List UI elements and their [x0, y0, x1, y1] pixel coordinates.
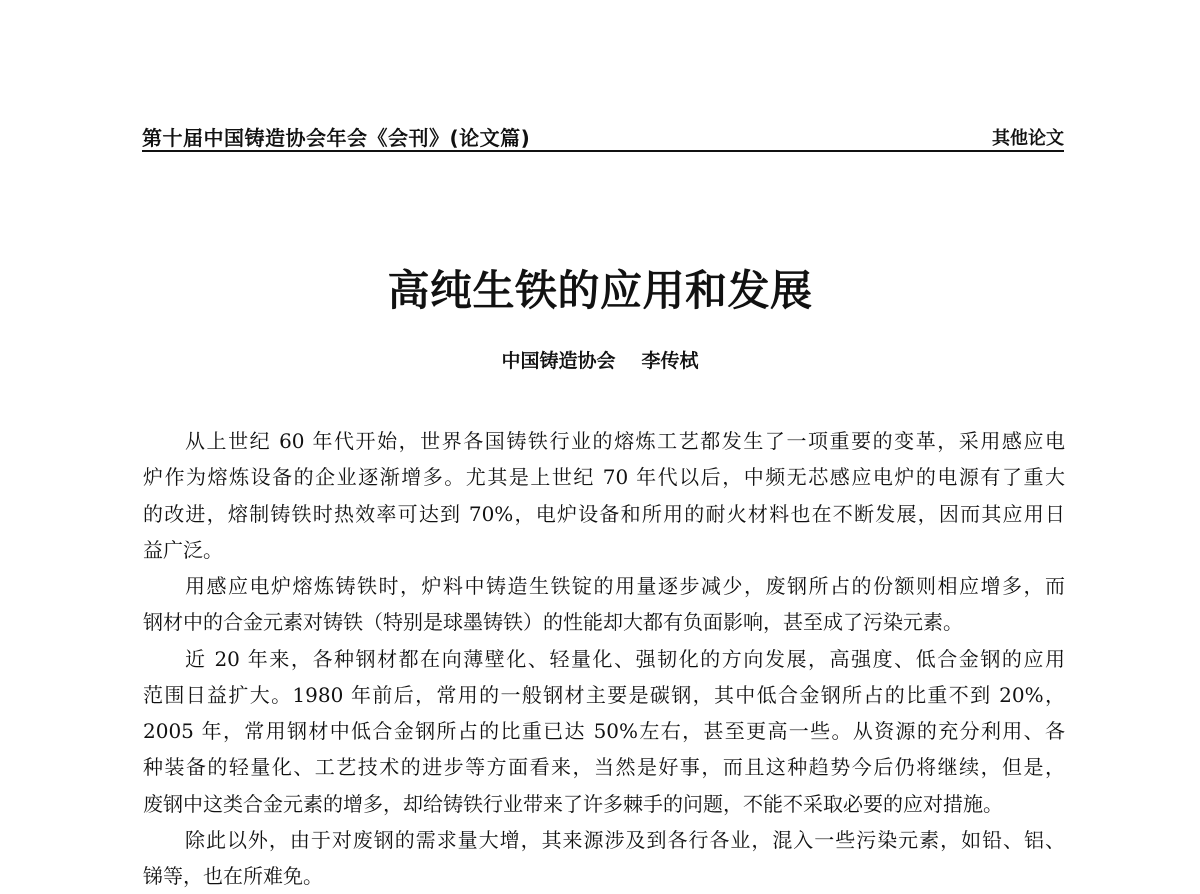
article-title: 高纯生铁的应用和发展 — [387, 266, 813, 315]
text-line: 除此以外，由于对废钢的需求量大增，其来源涉及到各行各业，混入一些污染元素，如铅、铝、 — [185, 827, 1065, 852]
text-line: 钢材中的合金元素对铸铁（特别是球墨铸铁）的性能却大都有负面影响，甚至成了污染元素。 — [143, 610, 963, 635]
text-line: 的改进，熔制铸铁时热效率可达到 70%，电炉设备和所用的耐火材料也在不断发展，因而其应用日 — [143, 501, 1065, 526]
author-name: 李传栻 — [641, 350, 699, 372]
text-line: 范围日益扩大。1980 年前后，常用的一般钢材主要是碳钢，其中低合金钢所占的比重不到 20%， — [143, 682, 1065, 707]
paragraph — [143, 822, 1065, 894]
paragraph — [143, 641, 1065, 822]
paragraph — [143, 423, 1065, 568]
section-label: 其他论文 — [992, 128, 1064, 149]
text-line: 益广泛。 — [143, 537, 223, 562]
article-body — [143, 423, 1065, 894]
text-line: 用感应电炉熔炼铸铁时，炉料中铸造生铁锭的用量逐步减少，废钢所占的份额则相应增多，而 — [185, 574, 1065, 598]
text-line: 近 20 年来，各种钢材都在向薄壁化、轻量化、强韧化的方向发展，高强度、低合金钢的应用 — [185, 646, 1065, 671]
text-line: 种装备的轻量化、工艺技术的进步等方面看来，当然是好事，而且这种趋势今后仍将继续，但是， — [143, 755, 1065, 780]
journal-title: 第十届中国铸造协会年会《会刊》(论文篇) — [142, 126, 531, 150]
author-organization: 中国铸造协会 — [501, 350, 616, 372]
text-line: 2005 年，常用钢材中低合金钢所占的比重已达 50%左右，甚至更高一些。从资源的充分利用、各 — [143, 719, 1065, 743]
paragraph — [143, 568, 1065, 641]
text-line: 从上世纪 60 年代开始，世界各国铸铁行业的熔炼工艺都发生了一项重要的变革，采用感应电 — [185, 429, 1065, 453]
text-line: 废钢中这类合金元素的增多，却给铸铁行业带来了许多棘手的问题，不能不采取必要的应对措施。 — [143, 791, 1003, 816]
text-line: 炉作为熔炼设备的企业逐渐增多。尤其是上世纪 70 年代以后，中频无芯感应电炉的电源有了重大 — [143, 465, 1065, 490]
text-line: 锑等，也在所难免。 — [143, 864, 323, 888]
running-header — [142, 120, 1064, 152]
byline — [0, 346, 1200, 373]
